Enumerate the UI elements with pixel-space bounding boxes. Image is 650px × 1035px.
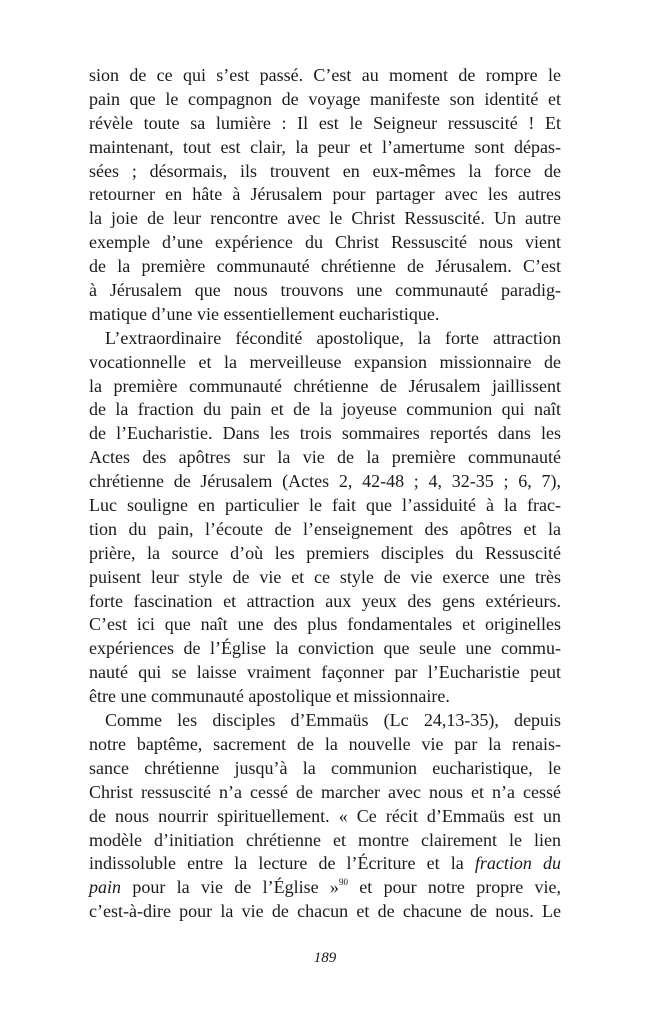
text-line: L’extraordinaire fécondité apostolique, la forte attraction [105,327,561,348]
text-line: Christ ressuscité n’a cessé de marcher avec nous et n’a cessé [89,781,561,802]
text-line [89,876,561,900]
text-line: exemple d’une expérience du Christ Ressuscité nous vient [89,232,561,253]
text-line: de la première communauté chrétienne de Jérusalem. C’est [89,256,561,277]
body-text [89,64,561,924]
text-line: c’est-à-dire pour la vie de chacun et de chacune de nous. Le [89,901,561,922]
text-line: sion de ce qui s’est passé. C’est au moment de rompre le [89,65,561,85]
italic-text: fraction du [474,853,561,874]
text-line: être une communauté apostolique et missionnaire. [89,686,450,707]
text-line: Comme les disciples d’Emmaüs (Lc 24,13-35), depuis [105,710,561,731]
text-line: chrétienne de Jérusalem (Actes 2, 42-48 ; 4, 32-35 ; 6, 7), [89,471,561,492]
footnote-marker: 90 [338,877,348,888]
text-line: sance chrétienne jusqu’à la communion eucharistique, le [89,757,561,778]
text-run: indissoluble entre la lecture de l’Écriture et la [89,853,475,874]
text-line: sées ; désormais, ils trouvent en eux-mêmes la force de [89,160,561,181]
paragraph-3 [89,709,561,924]
page-number: 189 [313,950,337,966]
text-run: et pour notre propre vie, [347,877,562,898]
text-run: pour la vie de l’Église » [121,877,339,898]
text-line: modèle d’initiation chrétienne et montre clairement le lien [89,829,561,850]
text-line: notre baptême, sacrement de la nouvelle vie par la renais- [89,733,561,754]
text-line: révèle toute sa lumière : Il est le Seigneur ressuscité ! Et [89,112,561,133]
paragraph-1 [89,64,561,327]
text-line: la première communauté chrétienne de Jérusalem jaillissent [89,375,561,396]
text-line: maintenant, tout est clair, la peur et l’amertume sont dépas- [89,136,561,157]
text-line: vocationnelle et la merveilleuse expansion missionnaire de [89,351,561,372]
text-line: expériences de l’Église la conviction que seule une commu- [89,638,561,659]
text-line: nauté qui se laisse vraiment façonner par l’Eucharistie peut [89,662,561,683]
text-line: la joie de leur rencontre avec le Christ Ressuscité. Un autre [89,208,561,229]
text-line: à Jérusalem que nous trouvons une communauté paradig- [89,280,561,301]
text-line: puisent leur style de vie et ce style de vie exerce une très [89,566,561,587]
text-line: matique d’une vie essentiellement eucharistique. [89,303,440,324]
text-line: forte fascination et attraction aux yeux des gens extérieurs. [89,590,561,611]
text-line: retourner en hâte à Jérusalem pour partager avec les autres [89,184,561,205]
text-line: prière, la source d’où les premiers disciples du Ressuscité [89,542,561,563]
paragraph-2 [89,327,561,709]
italic-text: pain [89,877,122,898]
text-line: de l’Eucharistie. Dans les trois sommaires reportés dans les [89,423,561,444]
text-line: pain que le compagnon de voyage manifeste son identité et [89,88,561,109]
text-line: Luc souligne en particulier le fait que l’assiduité à la frac- [89,495,561,516]
text-line: de la fraction du pain et de la joyeuse communion qui naît [89,399,561,420]
text-line [89,852,561,876]
text-line: de nous nourrir spirituellement. « Ce récit d’Emmaüs est un [89,805,561,826]
text-line: Actes des apôtres sur la vie de la première communauté [89,447,561,468]
text-line: C’est ici que naît une des plus fondamentales et originelles [89,614,561,635]
text-line: tion du pain, l’écoute de l’enseignement des apôtres et la [89,518,561,539]
